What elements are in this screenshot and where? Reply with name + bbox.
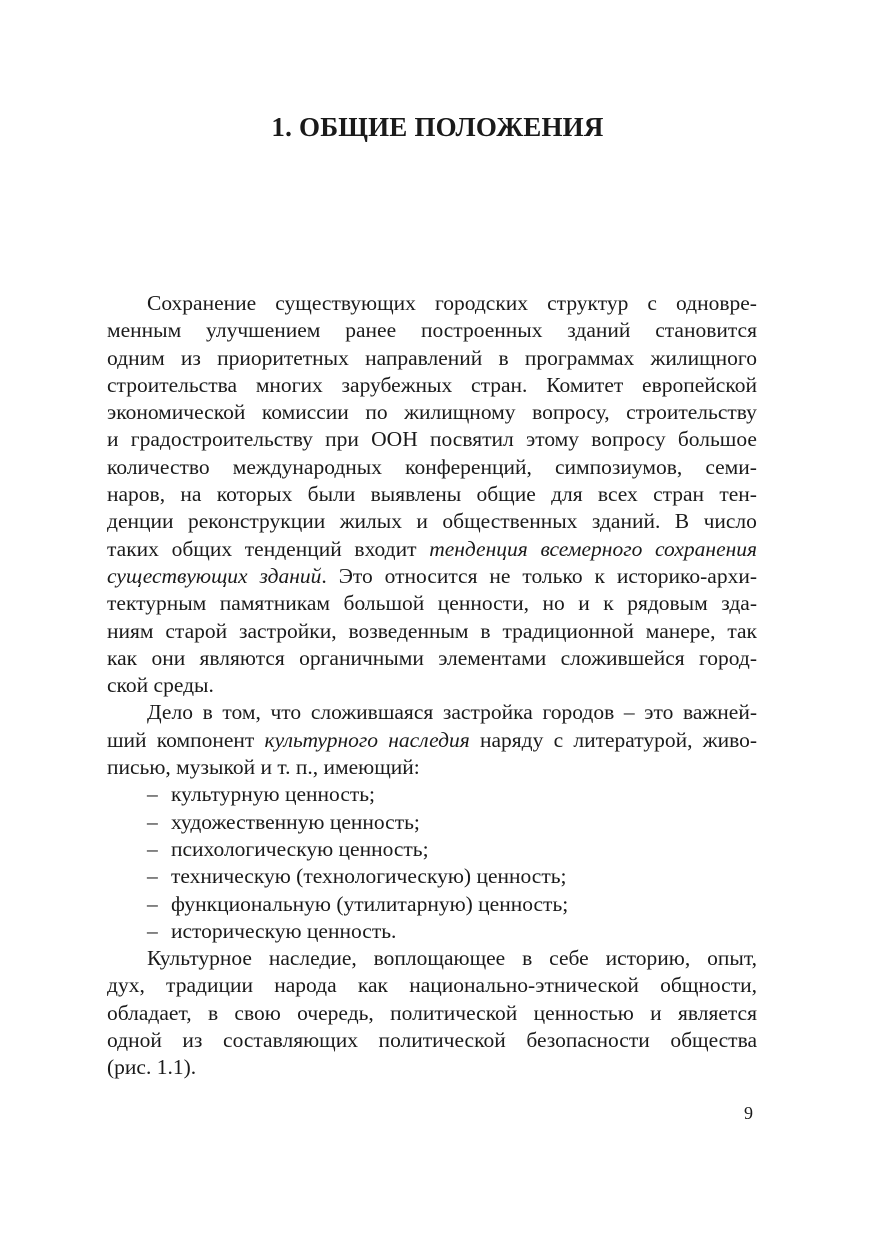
paragraph-2 bbox=[107, 699, 757, 781]
word: европейской bbox=[642, 372, 757, 397]
word: зданий. bbox=[591, 509, 661, 534]
word: стран bbox=[653, 482, 705, 507]
word: симпозиумов, bbox=[554, 454, 683, 479]
word: Сохранение bbox=[147, 291, 257, 315]
paragraph-1-line-11: существующих зданий. Это относится не только к историко-архи- bbox=[107, 563, 757, 588]
chapter-title: 1. ОБЩИЕ ПОЛОЖЕНИЯ bbox=[271, 112, 604, 142]
word: ООН bbox=[371, 427, 418, 452]
word: на bbox=[180, 482, 202, 507]
word: конференций, bbox=[405, 454, 532, 479]
word: вопросу bbox=[591, 427, 666, 452]
word: структур bbox=[547, 291, 629, 315]
word: посвятил bbox=[430, 427, 514, 452]
word: по bbox=[365, 400, 388, 425]
word: одновре- bbox=[676, 291, 757, 315]
paragraph-1-line-2 bbox=[107, 317, 757, 344]
word: городских bbox=[434, 291, 529, 315]
paragraph-1-line-13: ниям старой застройки, возведенным в традиционной манере, так bbox=[107, 618, 757, 643]
word: приоритетных bbox=[217, 345, 349, 370]
paragraph-1-line-3 bbox=[107, 345, 757, 372]
word: существующих bbox=[275, 291, 416, 315]
word: и bbox=[107, 427, 119, 452]
word: реконструкции bbox=[187, 509, 326, 534]
word: многих bbox=[255, 372, 323, 397]
paragraph-3-line-2: дух, традиции народа как национально-этнической общности, bbox=[107, 973, 757, 998]
paragraph-1-line-1 bbox=[107, 290, 757, 317]
word: менным bbox=[107, 318, 182, 343]
paragraph-1-line-15: ской среды. bbox=[107, 673, 214, 698]
paragraph-3-line-5: (рис. 1.1). bbox=[107, 1055, 197, 1080]
paragraph-3 bbox=[107, 945, 757, 1081]
paragraph-1-line-8 bbox=[107, 481, 757, 508]
word: международных bbox=[232, 454, 382, 479]
word: В bbox=[674, 509, 690, 534]
paragraph-2-line-1: Дело в том, что сложившаяся застройка городов – это важней- bbox=[147, 700, 757, 725]
word: зданий bbox=[567, 318, 631, 343]
paragraph-1-line-10: таких общих тенденций входит тенденция всемерного сохранения bbox=[107, 536, 758, 561]
word: вопросу, bbox=[532, 400, 610, 425]
word: которых bbox=[216, 482, 293, 507]
paragraph-1-line-4 bbox=[107, 372, 757, 399]
word: направлений bbox=[365, 345, 483, 370]
value-list bbox=[107, 781, 757, 945]
list-item: – функциональную (утилитарную) ценность; bbox=[147, 891, 569, 916]
word: программах bbox=[524, 345, 635, 370]
word: экономической bbox=[107, 400, 246, 425]
paragraph-2-line-2: ший компонент культурного наследия наряду с литературой, живо- bbox=[107, 727, 758, 752]
word: для bbox=[551, 482, 583, 507]
word: жилищного bbox=[650, 345, 757, 370]
list-item: – психологическую ценность; bbox=[147, 836, 429, 861]
list-item: – техническую (технологическую) ценность; bbox=[147, 864, 567, 889]
word: тен- bbox=[719, 482, 757, 507]
word: с bbox=[647, 291, 657, 315]
list-item: – историческую ценность. bbox=[147, 918, 397, 943]
word: жилищному bbox=[404, 400, 516, 425]
page-number: 9 bbox=[744, 1103, 753, 1123]
paragraph-3-line-1: Культурное наследие, воплощающее в себе историю, опыт, bbox=[147, 946, 757, 971]
word: жилых bbox=[339, 509, 402, 534]
paragraph-1-line-12: тектурным памятникам большой ценности, но и к рядовым зда- bbox=[107, 591, 757, 616]
word: этому bbox=[525, 427, 580, 452]
word: зарубежных bbox=[341, 372, 453, 397]
word: в bbox=[498, 345, 509, 370]
word: количество bbox=[107, 454, 210, 479]
word: общественных bbox=[442, 509, 578, 534]
paragraph-1 bbox=[107, 290, 757, 699]
word: денции bbox=[107, 509, 174, 534]
word: большое bbox=[677, 427, 757, 452]
word: общие bbox=[476, 482, 536, 507]
word: Комитет bbox=[546, 372, 624, 397]
word: градостроительству bbox=[130, 427, 313, 452]
list-item: – культурную ценность; bbox=[147, 782, 376, 807]
word: выявлены bbox=[370, 482, 462, 507]
word: строительству bbox=[626, 400, 757, 425]
word: семи- bbox=[705, 454, 757, 479]
word: наров, bbox=[107, 482, 166, 507]
word: число bbox=[703, 509, 757, 534]
paragraph-1-line-14: как они являются органичными элементами сложившейся город- bbox=[107, 645, 757, 670]
word: стран. bbox=[471, 372, 528, 397]
paragraph-1-line-5 bbox=[107, 399, 757, 426]
word: всех bbox=[597, 482, 638, 507]
word: становится bbox=[655, 318, 757, 343]
word: построенных bbox=[420, 318, 543, 343]
word: были bbox=[307, 482, 356, 507]
paragraph-3-line-4: одной из составляющих политической безопасности общества bbox=[107, 1028, 757, 1053]
word: ранее bbox=[345, 318, 397, 343]
word: строительства bbox=[107, 372, 238, 397]
paragraph-1-line-9 bbox=[107, 508, 757, 535]
paragraph-3-line-3: обладает, в свою очередь, политической ценностью и является bbox=[107, 1000, 757, 1025]
body-text bbox=[107, 290, 757, 1082]
word: при bbox=[325, 427, 359, 452]
word: одним bbox=[107, 345, 165, 370]
list-item: – художественную ценность; bbox=[147, 809, 420, 834]
paragraph-1-line-6 bbox=[107, 426, 757, 453]
word: и bbox=[416, 509, 428, 534]
paragraph-1-line-7 bbox=[107, 454, 757, 481]
word: комиссии bbox=[261, 400, 349, 425]
word: улучшением bbox=[206, 318, 321, 343]
word: из bbox=[180, 345, 201, 370]
paragraph-2-line-3: писью, музыкой и т. п., имеющий: bbox=[107, 755, 420, 780]
